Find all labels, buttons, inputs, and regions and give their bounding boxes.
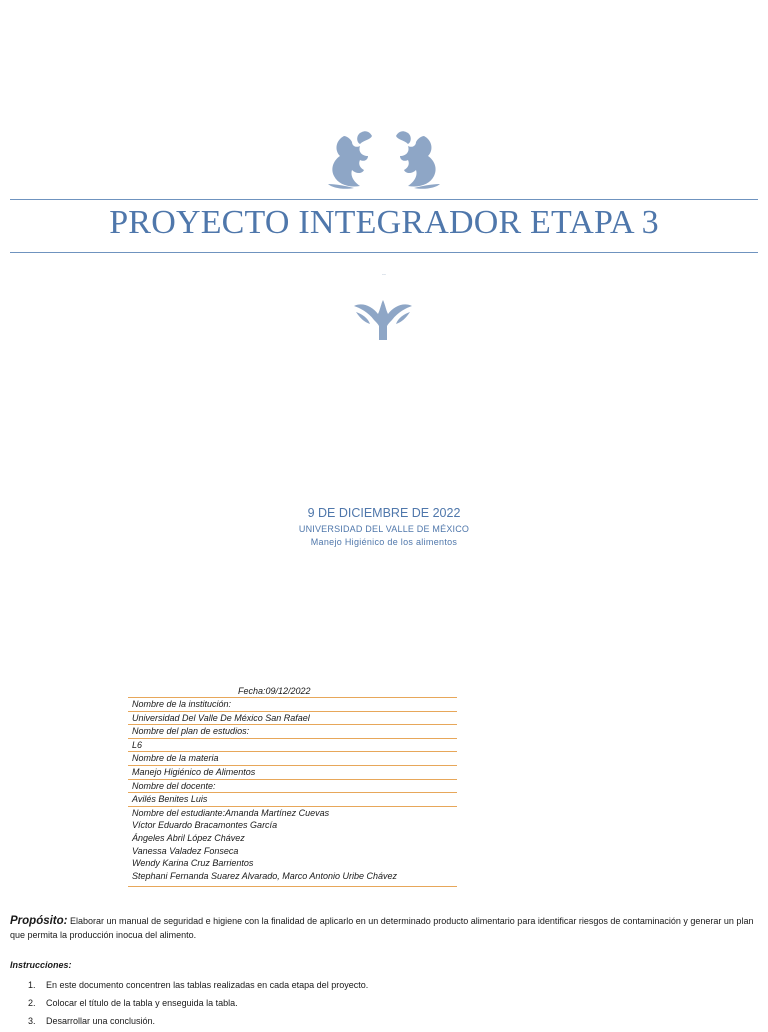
top-flourish-ornament-icon bbox=[326, 126, 442, 192]
student-info-table bbox=[128, 685, 457, 888]
cover-university: UNIVERSIDAD DEL VALLE DE MÉXICO bbox=[298, 524, 470, 534]
list-item: 2. Colocar el título de la tabla y enseguida la tabla. bbox=[28, 998, 238, 1008]
cover-date: 9 DE DICIEMBRE DE 2022 bbox=[307, 506, 461, 520]
info-row-student-5: Wendy Karina Cruz Barrientos bbox=[132, 858, 254, 869]
purpose-label: Propósito: bbox=[10, 915, 68, 927]
title-top-rule bbox=[10, 199, 758, 200]
purpose-text: Elaborar un manual de seguridad e higiene con la finalidad de aplicarlo en un determinado producto alimentario para identificar riesgos de contaminación y generar un plan que permita la producción inocua del alimento. bbox=[10, 916, 754, 940]
info-row-student-2: Víctor Eduardo Bracamontes García bbox=[132, 820, 278, 831]
info-row-plan: L6 bbox=[128, 738, 457, 752]
title-bottom-rule bbox=[10, 252, 758, 253]
bottom-flourish-ornament-icon bbox=[350, 298, 416, 344]
info-row-student-3: Ángeles Abril López Chávez bbox=[132, 832, 245, 843]
list-item: 1. En este documento concentren las tablas realizadas en cada etapa del proyecto. bbox=[28, 980, 369, 990]
info-row-teacher-label: Nombre del docente: bbox=[128, 779, 457, 793]
info-row-institution-label: Nombre de la institución: bbox=[128, 697, 457, 711]
info-row-institution: Universidad Del Valle De México San Rafael bbox=[128, 711, 457, 725]
info-row-teacher: Avilés Benites Luis bbox=[128, 792, 457, 806]
info-row-student-6: Stephani Fernanda Suarez Alvarado, Marco Antonio Uribe Chávez bbox=[132, 870, 397, 881]
info-row-student-1: Nombre del estudiante:Amanda Martínez Cuevas bbox=[128, 806, 457, 820]
cover-title: PROYECTO INTEGRADOR ETAPA 3 bbox=[109, 204, 659, 241]
instructions-label: Instrucciones: bbox=[10, 960, 72, 970]
subtitle-dots: .. bbox=[382, 270, 386, 277]
info-row-subject-label: Nombre de la materia bbox=[128, 751, 457, 765]
info-row-subject: Manejo Higiénico de Alimentos bbox=[128, 765, 457, 779]
list-item: 3. Desarrollar una conclusión. bbox=[28, 1016, 156, 1026]
info-date: Fecha:09/12/2022 bbox=[238, 686, 311, 696]
info-row-student-4: Vanessa Valadez Fonseca bbox=[132, 845, 239, 856]
cover-subject: Manejo Higiénico de los alimentos bbox=[310, 537, 458, 547]
info-table-bottom-rule bbox=[128, 886, 457, 888]
info-row-plan-label: Nombre del plan de estudios: bbox=[128, 724, 457, 738]
purpose-paragraph bbox=[10, 914, 760, 942]
